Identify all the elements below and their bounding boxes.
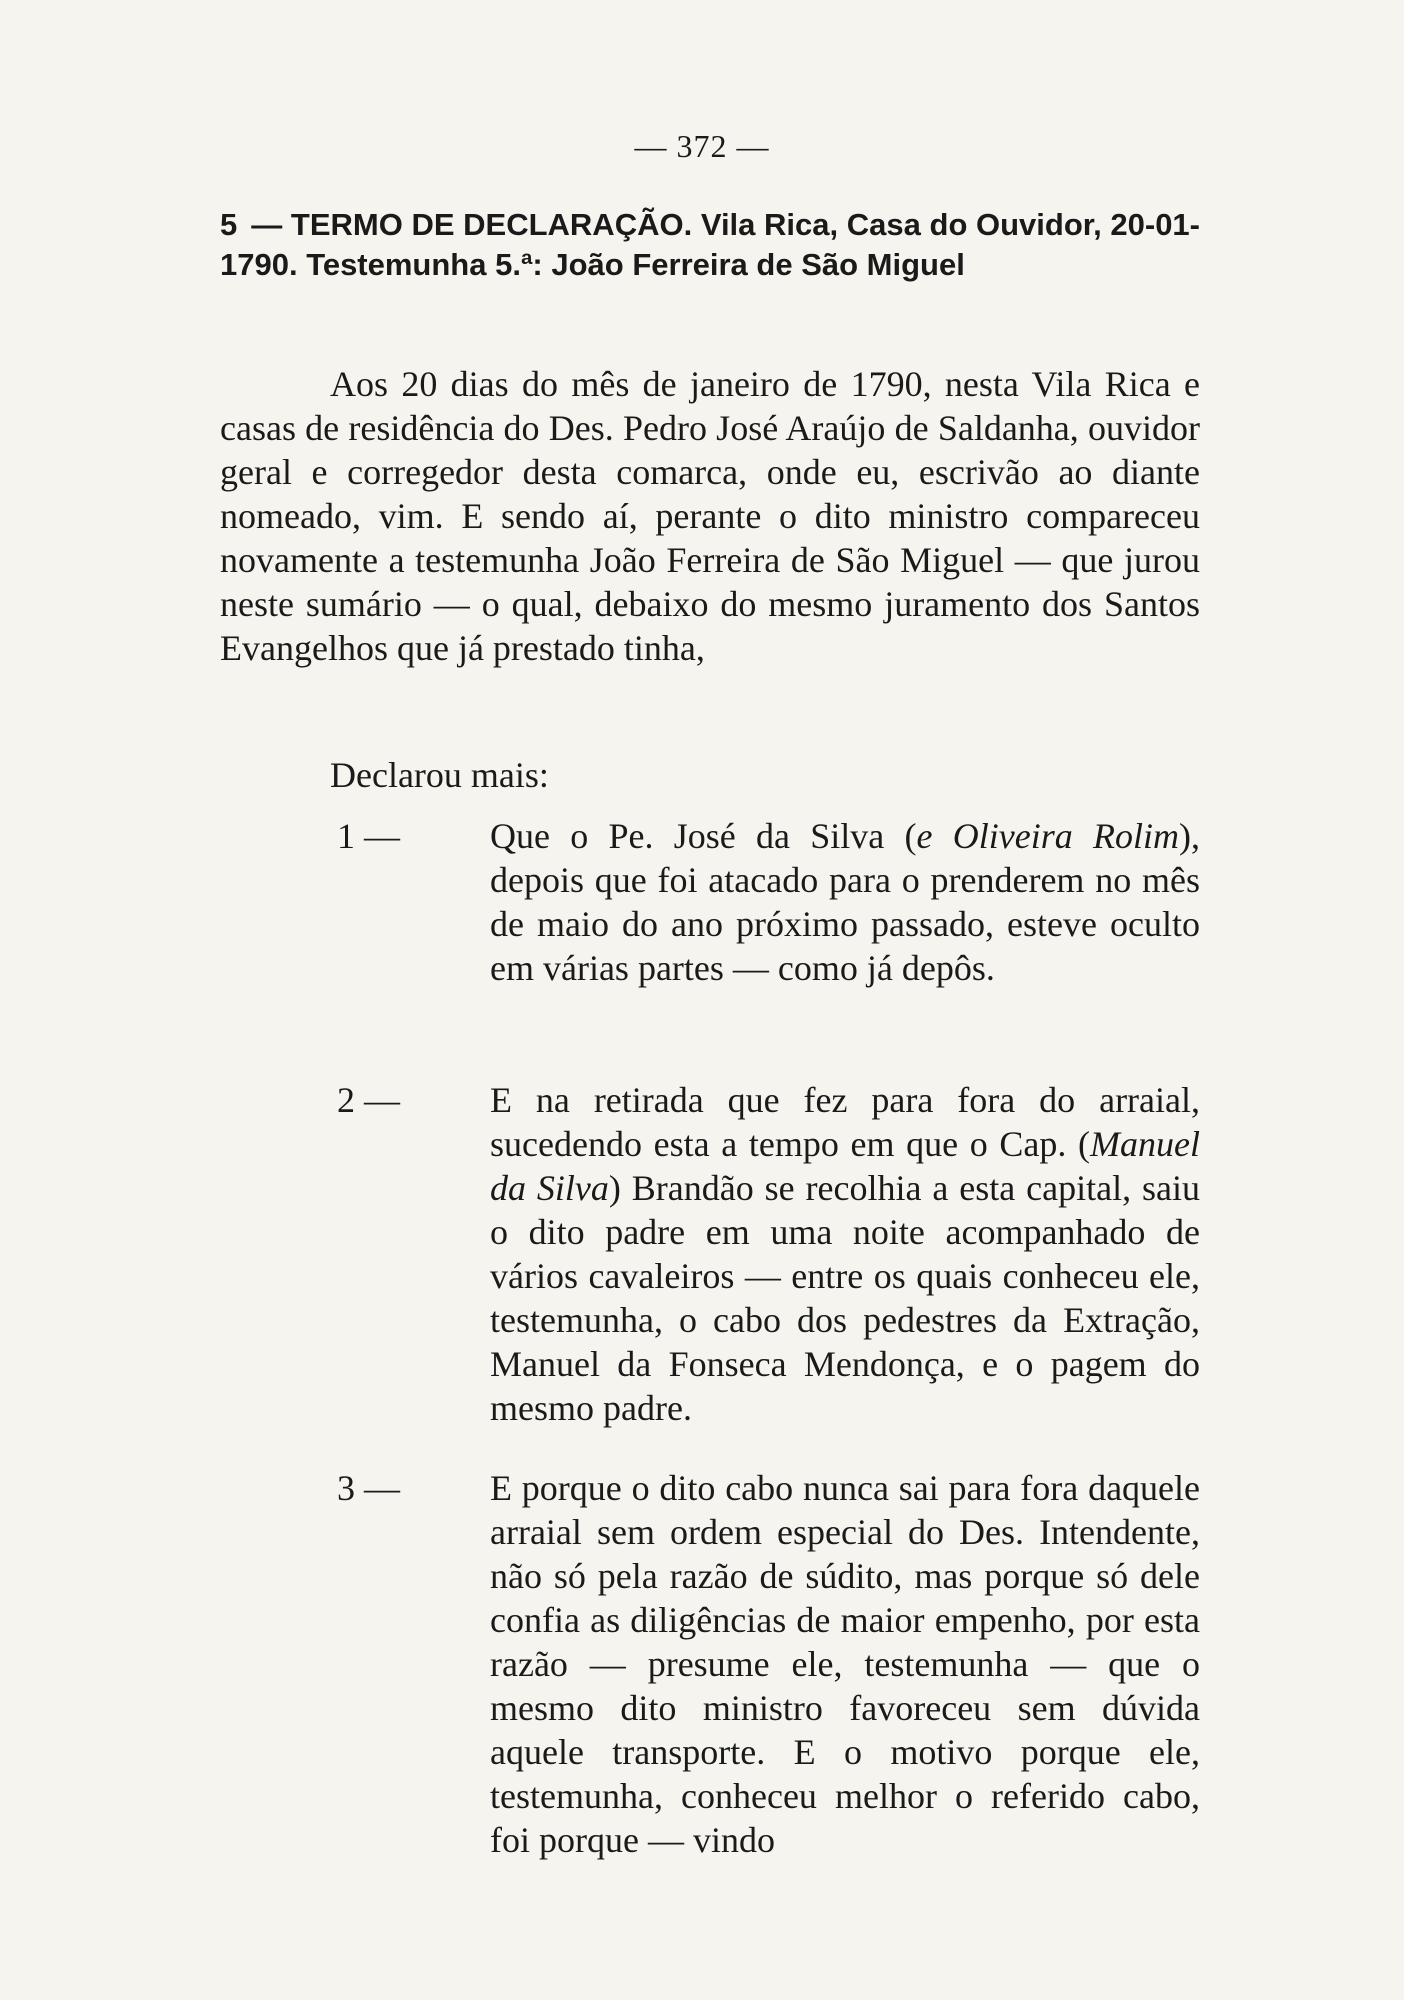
list-item [220,1466,1200,1862]
list-item [220,814,1200,990]
item-number: 2 — [337,1080,400,1120]
italic-name: Manuel da Silva [490,1124,1200,1208]
heading-number: 5 [220,207,238,242]
declarou-label: Declarou mais: [330,755,549,795]
section-heading [220,205,1200,285]
item-number: 1 — [337,816,400,856]
italic-name: e Oliveira Rolim [916,816,1179,856]
page-number: — 372 — [634,128,770,164]
list-item [220,1078,1200,1430]
item-number: 3 — [337,1468,400,1508]
heading-text: — TERMO DE DECLARAÇÃO. Vila Rica, Casa do Ouvidor, 20-01-1790. Testemunha 5.ª: João Ferreira de São Miguel [220,207,1200,282]
item-text: E na retirada que fez para fora do arraial, sucedendo esta a tempo em que o Cap. (Manuel da Silva) Brandão se recolhia a esta capital, saiu o dito padre em uma noite acompanhado de vários cavaleiros — entre os quais conheceu ele, testemunha, o cabo dos pedestres da Extração, Manuel da Fonseca Mendonça, e o pagem do mesmo padre. [490,1080,1200,1428]
item-text: Que o Pe. José da Silva (e Oliveira Rolim), depois que foi atacado para o prenderem no mês de maio do ano próximo passado, esteve oculto em várias partes — como já depôs. [490,816,1200,988]
intro-paragraph: Aos 20 dias do mês de janeiro de 1790, nesta Vila Rica e casas de residência do Des. Pedro José Araújo de Saldanha, ouvidor geral e corregedor desta comarca, onde eu, escrivão ao diante nomeado, vim. E sendo aí, perante o dito ministro compareceu novamente a testemunha João Ferreira de São Miguel — que jurou neste sumário — o qual, debaixo do mesmo juramento dos Santos Evangelhos que já prestado tinha, [220,364,1200,668]
item-text: E porque o dito cabo nunca sai para fora daquele arraial sem ordem especial do Des. Intendente, não só pela razão de súdito, mas porque só dele confia as diligências de maior empenho, por esta razão — presume ele, testemunha — que o mesmo dito ministro favoreceu sem dúvida aquele transporte. E o motivo porque ele, testemunha, conheceu melhor o referido cabo, foi porque — vindo [490,1468,1200,1860]
